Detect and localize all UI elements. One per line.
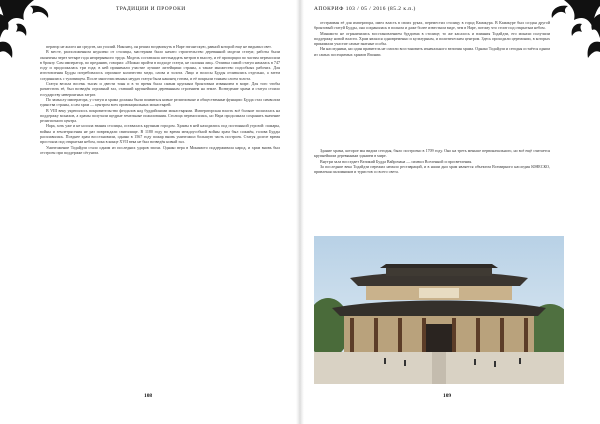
- paragraph: По замыслу императора, у статуи и храма должны были появиться новые религиозные и общественные функции: Будда стал символом единства страны, а сам храм — центром всех провинциальных монастырей.: [40, 96, 280, 108]
- right-body-text-top: [314, 20, 550, 57]
- paragraph: Статуя весила восемь тысяч и двести тонн и в то время была самым крупным бронзовым изваянием в мире. Для того чтобы разместить её, был возведён огромный зал, ставший крупнейшим деревянным строением на земле. Возведение храма и статуи стоило государству невероятных затрат.: [40, 81, 280, 97]
- left-page-number: 108: [144, 393, 153, 399]
- todaiji-temple-photo: [314, 236, 564, 384]
- paragraph: Уничтожение Тодайдзи стало одним из последних ударов эпохи. Однако вера в Минамото поддерживала народ, и храм вновь был отстроен при поддержке сёгуната.: [40, 144, 280, 155]
- paragraph: Минамото не ограничились восстановлением буддизма в столице; то же касалось и влияния Тодайдзи, его монахи получили поддержку новой власти. Храм являлся одновременно и культурным, и политическим центром. Здесь проходили церемонии, в которых принимали участие самые знатные особы.: [314, 30, 550, 47]
- right-body-text-mid: [314, 148, 550, 174]
- paragraph: За последние века Тодайдзи пережил немало реставраций, и в наши дни храм является объектом Всемирного наследия ЮНЕСКО, привлекая паломников и туристов со всего света.: [314, 163, 550, 175]
- paragraph: В VIII веку укрепилось покровительство феодалов над буддийскими монастырями. Императорская власть всё больше полагалась на поддержку монахов, а храмы получали щедрые земельные пожалования. Столица переносилась, но Нара продолжала сохранять значение религиозного центра.: [40, 107, 280, 124]
- paragraph: В месте, расположенном недалеко от столицы, мастерами было начато строительство деревянной модели статуи; работы были окончены через четыре года непрерывного труда. Модель составляла шестнадцать метров в высоту, и её пропорции по частям переносили в бронзу. Сам император, по преданию, говорил: «Можно пройти в подходе статуи, не склоняя лиц». Отливка самой статуи началась в 747 году и продолжалась три года; в ней принимали участие лучшие литейщики страны, а также множество подсобных рабочих. Для изготовления Будды потребовалось огромное количество меди, олова и золота. Лицо и волосы Будды отливались отдельно, а затем соединялись с туловищем. После многочисленных неудач статуя была наконец готова, и её покрыли тонким слоем золота.: [40, 49, 280, 81]
- paragraph: Ни наследники, ни один правитель не смогли восстановить изначального величия храма. Однако Тодайдзи и сегодня остаётся одним из самых посещаемых храмов Японии.: [314, 46, 550, 57]
- paragraph: Нара, хоть уже и не носила звания столицы, оставалась крупным городом. Храмы в ней находились под постоянной угрозой: пожары, войны и землетрясения не раз повреждали святилище. В 1180 году во время междоусобной войны храм был сожжён, голова Будды расплавилась. Позднее храм восстановили, однако в 1567 году пожар вновь уничтожил большую часть построек. Статуя долгое время простояла под открытым небом, пока в конце XVII века не был возведён новый зал.: [40, 123, 280, 145]
- left-running-header: ТРАДИЦИИ И ПРОРОКИ: [116, 6, 186, 12]
- right-running-header: АПОКРИФ 103 / 05 / 2016 (85.2 к.п.): [314, 6, 416, 12]
- right-page-number: 109: [443, 393, 452, 399]
- paragraph: Внутри зала восседает Великий Будда Вайрочана — символ Вселенной и просветления.: [320, 158, 473, 164]
- tribal-ornament-icon: [538, 0, 600, 60]
- paragraph: Здание храма, которое мы видим сегодня, было построено в 1709 году. Оно на треть меньше первоначального, но всё ещё считается крупнейшим деревянным зданием в мире.: [314, 148, 550, 159]
- paragraph: отстраиван её для императора, имел власть в своих руках, переместил столицу в город Камакура. В Камакуре был создан другой бронзовый статуй Будды, она сохранилась в полном и даже более известном виде, чем в Наре, потому что стоит под открытым небом.: [314, 20, 550, 31]
- left-body-text: [40, 44, 280, 155]
- paragraph: ператор не жалел ни средств, ни усилий. Наконец, он решил воздвигнуть в Наре гигантскую, равной которой еще не видывал свет.: [46, 44, 272, 49]
